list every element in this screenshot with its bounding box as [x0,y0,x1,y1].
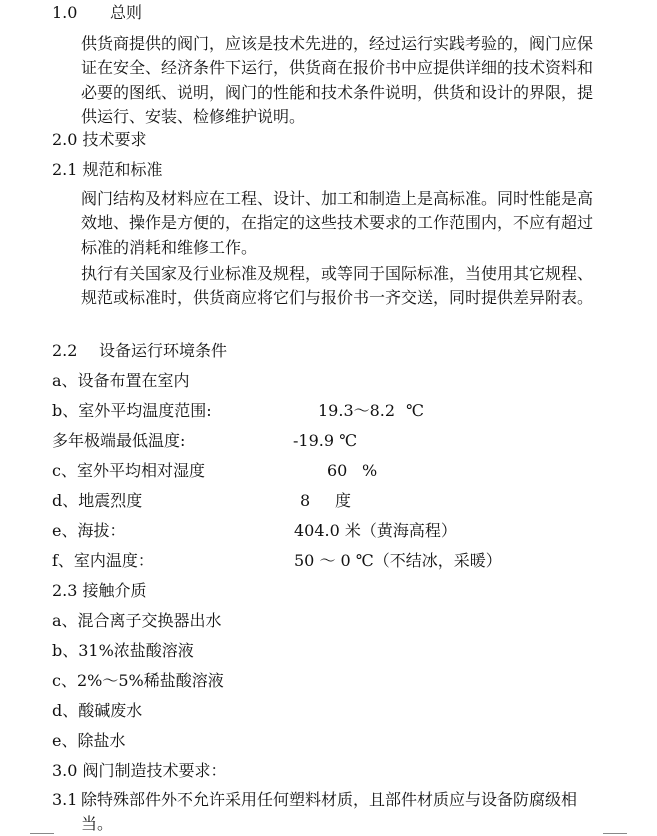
env-label: e、海拔： [52,521,126,540]
env-unit: 度 [335,491,352,510]
env-item-b [52,401,612,421]
env-item-c [52,461,612,481]
section-3-0-heading: 3.0 阀门制造技术要求： [52,761,227,780]
env-unit: ℃ [406,401,424,420]
env-label: c、室外平均相对湿度 [52,461,205,480]
env-label: b、室外平均温度范围: [52,401,212,420]
media-item-d: d、酸碱废水 [52,701,143,720]
env-label: 多年极端最低温度: [52,431,186,450]
media-item-b: b、31%浓盐酸溶液 [52,641,194,660]
env-value: 50 ～ 0 ℃（不结冰，采暖） [294,551,502,570]
env-value: -19.9 ℃ [293,431,358,450]
env-unit: % [362,461,378,480]
env-item-e [52,521,612,541]
media-item-a: a、混合离子交换器出水 [52,611,222,630]
media-item-c: c、2%～5%稀盐酸溶液 [52,671,224,690]
paragraph-standards-2: 执行有关国家及行业标准及规程，或等同于国际标准，当使用其它规程、规范或标准时，供货商应将它们与报价书一齐交送，同时提供差异附表。 [81,264,594,308]
section-2-2-heading [52,341,227,361]
section-2-1-heading: 2.1 规范和标准 [52,160,163,179]
env-value: 8 [300,491,311,510]
section-2-3-heading: 2.3 接触介质 [52,581,147,600]
footer-rule-right [603,833,627,834]
section-2-0-heading: 2.0 技术要求 [52,130,147,149]
media-item-e: e、除盐水 [52,731,126,750]
paragraph-standards-1: 阀门结构及材料应在工程、设计、加工和制造上是高标准。同时性能是高效地、操作是方便的，在指定的这些技术要求的工作范围内，不应有超过标准的消耗和维修工作。 [81,189,594,257]
env-item-d [52,491,612,511]
env-value: 19.3～8.2 [318,401,396,420]
section-title: 总则 [110,3,143,22]
section-text: 除特殊部件外不允许采用任何塑料材质，且部件材质应与设备防腐级相当。 [81,790,578,833]
section-number: 3.1 [52,790,78,809]
env-item-extreme-low [52,431,612,451]
section-title: 设备运行环境条件 [99,341,228,360]
paragraph-general: 供货商提供的阀门，应该是技术先进的，经过运行实践考验的，阀门应保证在安全、经济条件下运行，供货商在报价书中应提供详细的技术资料和必要的图纸、说明，阀门的性能和技术条件说明，供货和设计的界限，提供运行、安装、检修维护说明。 [81,34,594,126]
section-number: 1.0 [52,3,78,22]
env-value: 404.0 米（黄海高程） [294,521,457,540]
env-label: f、室内温度： [52,551,154,570]
env-value: 60 [327,461,348,480]
env-item-a: a、设备布置在室内 [52,371,190,390]
section-number: 2.2 [52,341,78,360]
section-1-0-heading [52,3,142,23]
footer-rule-left [30,833,54,834]
env-label: d、地震烈度 [52,491,143,510]
env-item-f [52,551,612,571]
